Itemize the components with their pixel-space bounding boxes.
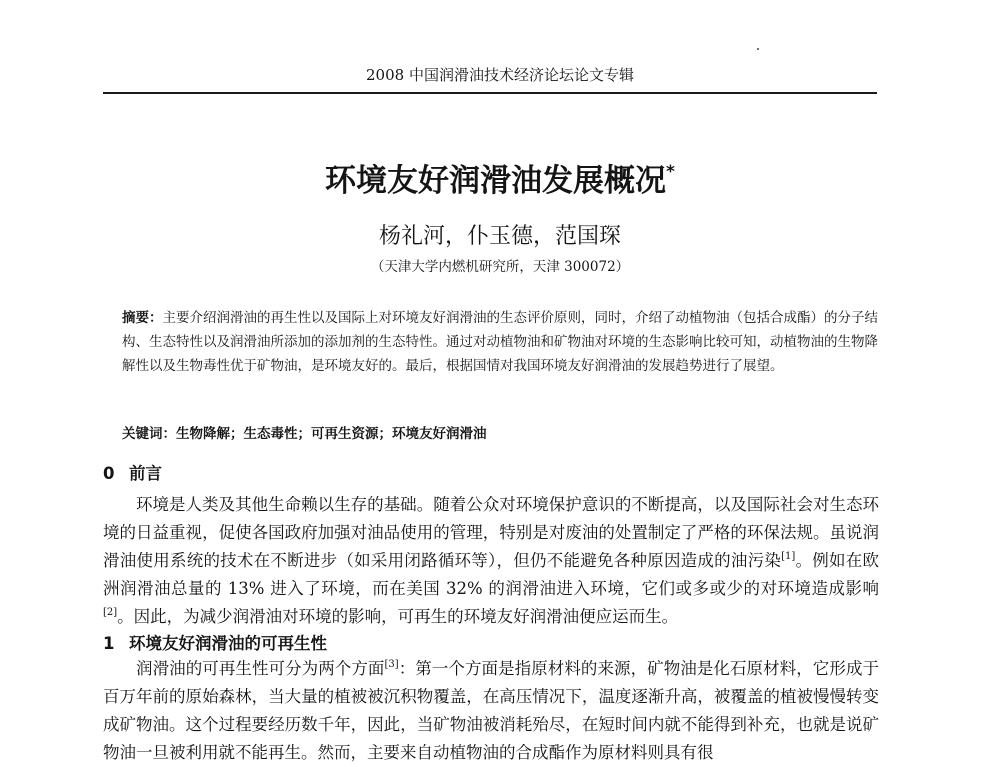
section-number: 0 xyxy=(103,464,115,483)
section-title: 环境友好润滑油的可再生性 xyxy=(129,634,327,653)
keywords-label: 关键词： xyxy=(122,426,176,442)
body-text-segment: 。因此，为减少润滑油对环境的影响，可再生的环境友好润滑油便应运而生。 xyxy=(117,607,679,626)
body-text-segment: 。例如在欧洲润滑油总量的 13% 进入了环境，而在美国 32% 的润滑油进入环境，它们或多或少的对环境造成影响 xyxy=(103,551,880,598)
section-heading-introduction xyxy=(103,464,162,484)
section-heading-renewability xyxy=(103,634,327,654)
running-header: 2008 中国润滑油技术经济论坛论文专辑 xyxy=(366,66,634,84)
body-paragraph-renewability xyxy=(103,655,879,767)
abstract-label: 摘要： xyxy=(122,310,163,326)
keywords-text: 生物降解；生态毒性；可再生资源；环境友好润滑油 xyxy=(176,426,487,442)
title-footnote-marker: * xyxy=(666,162,675,182)
citation-ref-1: [1] xyxy=(781,551,796,562)
abstract xyxy=(122,306,880,378)
body-text-segment: 润滑油的可再生性可分为两个方面 xyxy=(136,659,385,678)
paper-title xyxy=(0,154,1000,199)
section-title: 前言 xyxy=(129,464,162,483)
body-text-segment: 环境是人类及其他生命赖以生存的基础。随着公众对环境保护意识的不断提高，以及国际社会对生态环境的日益重视，促使各国政府加强对油品使用的管理，特别是对废油的处置制定了严格的环保法规。虽说润滑油使用系统的技术在不断进步（如采用闭路循环等），但仍不能避免各种原因造成的油污染 xyxy=(103,495,879,570)
scan-speck xyxy=(757,48,759,50)
abstract-text: 主要介绍润滑油的再生性以及国际上对环境友好润滑油的生态评价原则，同时，介绍了动植物油（包括合成酯）的分子结构、生态特性以及润滑油所添加的添加剂的生态特性。通过对动植物油和矿物油对环境的生态影响比较可知，动植物油的生物降解性以及生物毒性优于矿物油，是环境友好的。最后，根据国情对我国环境友好润滑油的发展趋势进行了展望。 xyxy=(122,310,878,374)
body-paragraph-introduction xyxy=(103,491,879,631)
keywords xyxy=(122,425,880,443)
affiliation: （天津大学内燃机研究所，天津 300072） xyxy=(370,259,630,275)
section-number: 1 xyxy=(103,634,115,653)
author-list: 杨礼河，仆玉德，范国琛 xyxy=(378,224,621,249)
paper-title-text: 环境友好润滑油发展概况 xyxy=(325,163,667,199)
citation-ref-2: [2] xyxy=(103,607,118,618)
header-rule xyxy=(103,92,877,94)
body-text-segment: ：第一个方面是指原材料的来源，矿物油是化石原材料，它形成于百万年前的原始森林，当大量的植被被沉积物覆盖，在高压情况下，温度逐渐升高，被覆盖的植被慢慢转变成矿物油。这个过程要经历数千年，因此，当矿物油被消耗殆尽，在短时间内就不能得到补充，也就是说矿物油一旦被利用就不能再生。然而，主要来自动植物油的合成酯作为原材料则具有很 xyxy=(103,659,880,762)
citation-ref-3: [3] xyxy=(384,659,399,670)
